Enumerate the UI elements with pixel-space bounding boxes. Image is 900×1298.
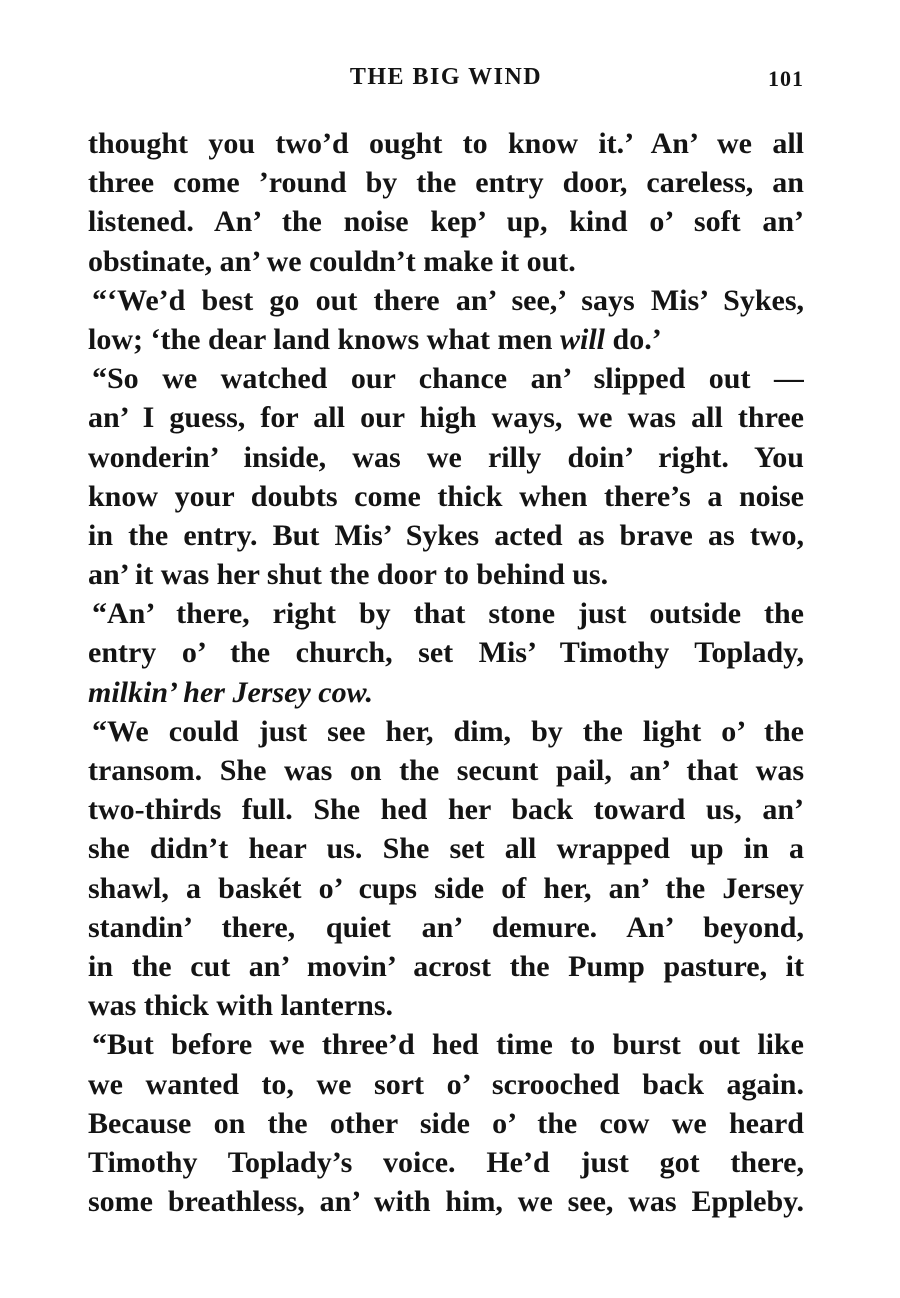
italic-emphasis: will [560, 322, 606, 356]
text-line: standin’ there, quiet an’ demure. An’ beyond, [88, 910, 804, 944]
text-line: entry o’ the church, set Mis’ Timothy Toplady, [88, 636, 804, 670]
text-line: she didn’t hear us. She set all wrapped up in a [88, 832, 804, 866]
text-line: obstinate, an’ we couldn’t make it out. [88, 244, 576, 278]
text-segment: low; ‘the dear land knows what men [88, 322, 560, 356]
text-line: in the cut an’ movin’ acrost the Pump pasture, it [88, 949, 804, 983]
text-line: in the entry. But Mis’ Sykes acted as brave as two, [88, 518, 804, 552]
body-text [88, 124, 804, 1221]
text-line: “‘We’d best go out there an’ see,’ says Mis’ Sykes, [92, 283, 804, 317]
page-number: 101 [768, 66, 804, 91]
text-line: listened. An’ the noise kep’ up, kind o’ soft an’ [88, 205, 804, 239]
text-segment: do.’ [605, 322, 662, 356]
text-line: an’ I guess, for all our high ways, we was all three [88, 401, 804, 435]
text-line: “An’ there, right by that stone just outside the [92, 597, 804, 631]
italic-emphasis: milkin’ her Jersey cow. [88, 675, 373, 709]
text-line: “But before we three’d hed time to burst out like [92, 1028, 804, 1062]
text-line: Because on the other side o’ the cow we heard [88, 1106, 804, 1140]
running-title: THE BIG WIND [349, 64, 543, 90]
text-line: an’ it was her shut the door to behind us. [88, 558, 609, 592]
text-line: know your doubts come thick when there’s a noise [88, 479, 804, 513]
text-line: we wanted to, we sort o’ scrooched back again. [88, 1067, 804, 1101]
text-line: transom. She was on the secunt pail, an’ that was [88, 754, 804, 787]
text-line [88, 320, 804, 359]
text-line [88, 673, 804, 712]
text-line: two-thirds full. She hed her back toward us, an’ [88, 793, 804, 827]
text-line: wonderin’ inside, was we rilly doin’ right. You [88, 440, 804, 474]
text-line: thought you two’d ought to know it.’ An’ we all [88, 127, 804, 160]
text-line: “So we watched our chance an’ slipped out — [92, 362, 804, 396]
text-line: shawl, a baskét o’ cups side of her, an’ the Jersey [88, 871, 804, 905]
text-line: some breathless, an’ with him, we see, was Eppleby. [88, 1185, 804, 1219]
text-line: was thick with lanterns. [88, 989, 394, 1023]
text-line: “We could just see her, dim, by the light o’ the [92, 714, 804, 748]
book-page [88, 58, 804, 1221]
text-line: three come ’round by the entry door, careless, an [88, 166, 804, 200]
text-line: Timothy Toplady’s voice. He’d just got there, [88, 1145, 804, 1179]
page-header [88, 58, 804, 102]
